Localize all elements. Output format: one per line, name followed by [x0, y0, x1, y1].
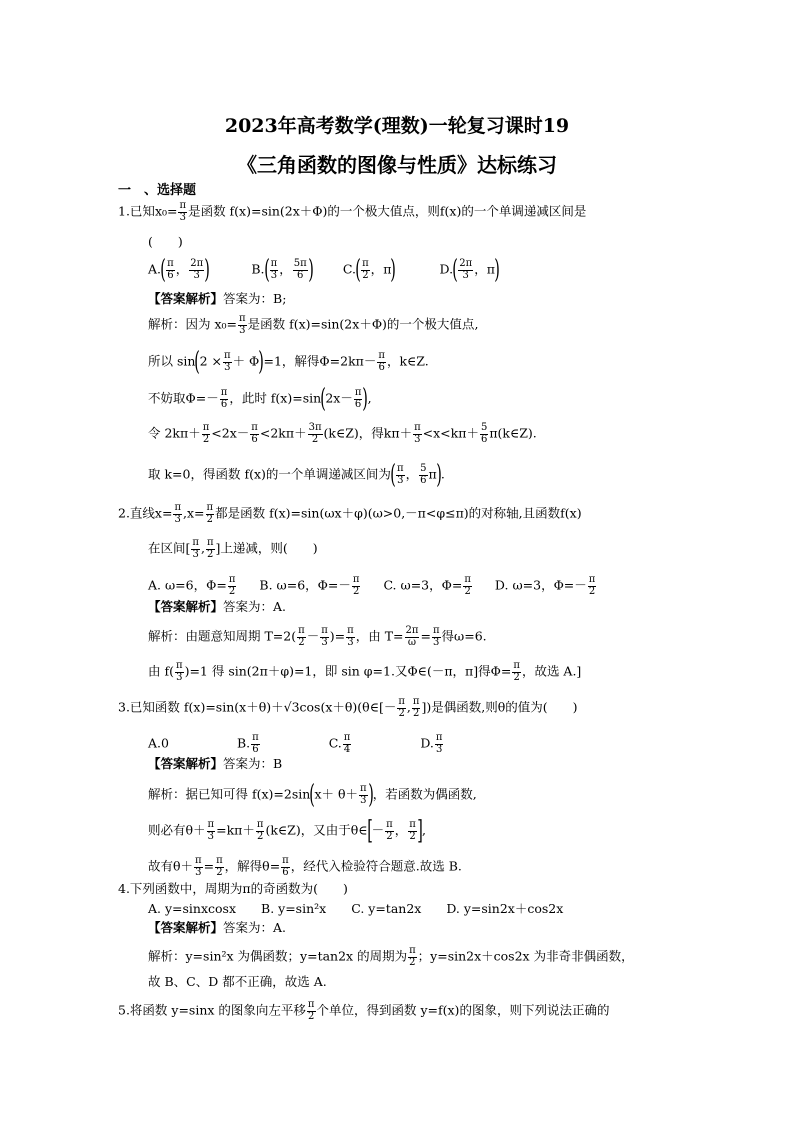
q4-answer: 【答案解析】答案为：A. — [148, 920, 287, 935]
q3-stem: 3.已知函数 f(x)=sin(x＋θ)＋√3cos(x＋θ)(θ∈[－ $\frac{\pi}{2}$ , $\frac{\pi}{2}$ ])是偶函数,则θ的值为( ) — [118, 696, 578, 719]
q1-solution-2: 所以 sin(2 × $\frac{\pi}{3}$ ＋ Φ)=1，解得Φ=2kπ－ $\frac{\pi}{6}$ ，k∈Z. — [148, 347, 429, 377]
section-heading: 一 、选择题 — [118, 183, 197, 198]
title-line-1: 2023年高考数学(理数)一轮复习课时19 — [224, 115, 570, 137]
q4-solution-2: 故 B、C、D 都不正确，故选 A. — [148, 974, 327, 989]
q2-answer: 【答案解析】答案为：A. — [148, 599, 287, 614]
q4-stem: 4.下列函数中，周期为π的奇函数为( ) — [118, 881, 348, 896]
title-line-2: 《三角函数的图像与性质》达标练习 — [237, 153, 557, 177]
q2-options: A. ω=6，Φ= $\frac{\pi}{2}$ B. ω=6，Φ=－ $\frac{\pi}{2}$ C. ω=3，Φ= $\frac{\pi}{2}$ D. ω=3，Φ=－ $\frac{\pi}{2}$ — [148, 574, 596, 597]
q5-stem: 5.将函数 y=sinx 的图象向左平移 $\frac{\pi}{2}$ 个单位，得到函数 y=f(x)的图象，则下列说法正确的 — [118, 999, 610, 1022]
q1-solution-1: 解析：因为 x₀= $\frac{\pi}{3}$ 是函数 f(x)=sin(2x＋Φ)的一个极大值点, — [148, 313, 479, 336]
q4-options: A. y=sinxcosx B. y=sin²x C. y=tan2x D. y=sin2x＋cos2x — [148, 901, 564, 916]
q3-solution-1: 解析：据已知可得 f(x)=2sin(x＋ θ＋ $\frac{\pi}{3}$ )，若函数为偶函数, — [148, 780, 477, 810]
q3-answer: 【答案解析】答案为：B — [148, 756, 283, 771]
q3-solution-2: 则必有θ＋ $\frac{\pi}{3}$ =kπ＋ $\frac{\pi}{2}$ (k∈Z)，又由于θ∈[－ $\frac{\pi}{2}$ ， $\frac{\pi}{2}$ ], — [148, 816, 426, 846]
q1-answer: 【答案解析】答案为：B; — [148, 291, 287, 306]
q1-stem: 1.已知x₀= $\frac{\pi}{3}$ 是函数 f(x)=sin(2x＋Φ)的一个极大值点，则f(x)的一个单调递减区间是 — [118, 200, 587, 223]
q3-solution-3: 故有θ＋ $\frac{\pi}{3}$ = $\frac{\pi}{2}$ ，解得θ= $\frac{\pi}{6}$ ，经代入检验符合题意.故选 B. — [148, 855, 462, 878]
q3-options: A.0 B. $\frac{\pi}{6}$ C. $\frac{\pi}{4}$ D. $\frac{\pi}{3}$ — [148, 732, 443, 755]
q1-solution-4: 令 2kπ＋ $\frac{\pi}{2}$ <2x－ $\frac{\pi}{6}$ <2kπ＋ $\frac{3\pi}{2}$ (k∈Z)，得kπ＋ $\frac{\pi}{3}$ <x<kπ＋ $\frac{5}{6}$ π(k∈Z). — [148, 422, 537, 445]
q1-solution-3: 不妨取Φ=－ $\frac{\pi}{6}$ ，此时 f(x)=sin(2x－ $\frac{\pi}{6}$ ), — [148, 384, 372, 414]
q2-stem: 2.直线x= $\frac{\pi}{3}$ ,x= $\frac{\pi}{2}$ 都是函数 f(x)=sin(ωx＋φ)(ω>0,－π<φ≤π)的对称轴,且函数f(x) — [118, 502, 582, 525]
q1-solution-5: 取 k=0，得函数 f(x)的一个单调递减区间为( $\frac{\pi}{3}$ ， $\frac{5}{6}$ π). — [148, 460, 445, 490]
q2-solution-1: 解析：由题意知周期 T=2( $\frac{\pi}{2}$ － $\frac{\pi}{3}$ )= $\frac{\pi}{3}$ ，由 T= $\frac{2\pi}{\omega}$ = $\frac{\pi}{3}$ 得ω=6. — [148, 625, 487, 648]
q2-solution-2: 由 f( $\frac{\pi}{3}$ )=1 得 sin(2π＋φ)=1，即 sin φ=1.又Φ∈(－π，π]得Φ= $\frac{\pi}{2}$ ，故选 A.] — [148, 660, 582, 683]
q2-stem-2: 在区间[ $\frac{\pi}{3}$ , $\frac{\pi}{2}$ ]上递减，则( ) — [148, 537, 318, 560]
q1-blank: ( ) — [148, 234, 183, 249]
q4-solution-1: 解析：y=sin²x 为偶函数；y=tan2x 的周期为 $\frac{\pi}{2}$ ；y=sin2x＋cos2x 为非奇非偶函数， — [148, 945, 634, 968]
q1-options: A.( $\frac{\pi}{6}$ ， $\frac{2\pi}{3}$ ) B.( $\frac{\pi}{3}$ ， $\frac{5\pi}{6}$ ) C.( $\frac{\pi}{2}$ ，π) D.( $\frac{2\pi}{3}$ ，π) — [148, 255, 500, 285]
